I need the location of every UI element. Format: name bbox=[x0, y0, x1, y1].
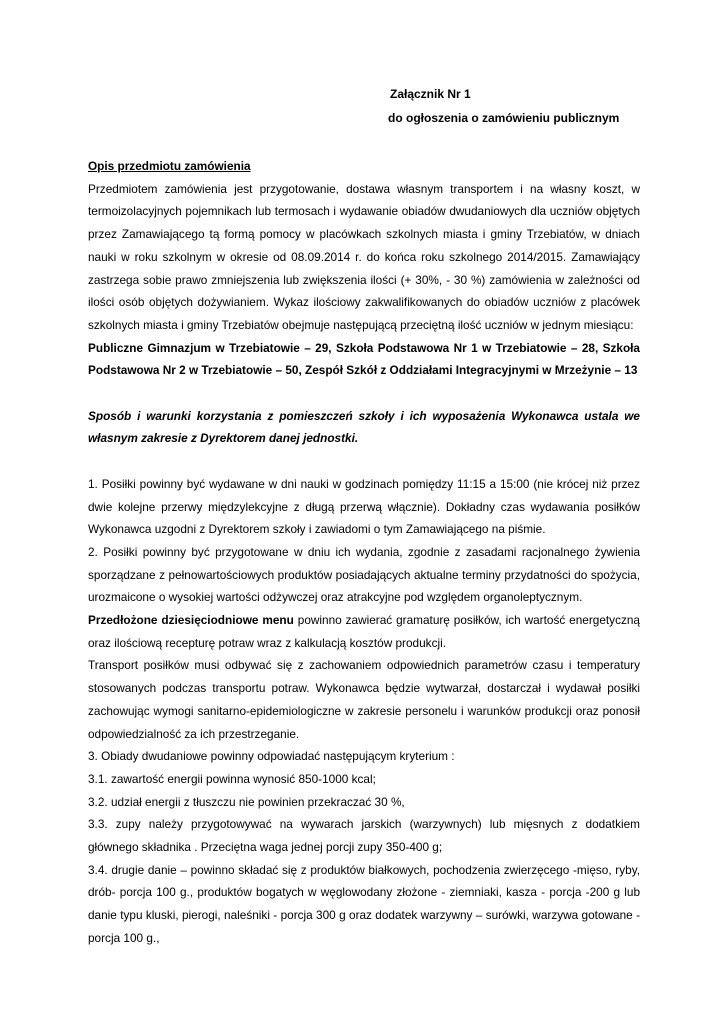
spacer bbox=[88, 450, 640, 473]
paragraph-3-4: 3.4. drugie danie – powinno składać się z produktów białkowych, pochodzenia zwierzęcego -mięso, ryby, drób- porcja 100 g., produktów bogatych w węglowodany złożone - ziemniaki, kasza - porcja -200 g lub danie typu kluski, pierogi, naleśniki - porcja 300 g oraz dodatek warzywny – surówki, warzywa gotowane - porcja 100 g., bbox=[88, 862, 640, 945]
schools-paragraph: Publiczne Gimnazjum w Trzebiatowie – 29, Szkoła Podstawowa Nr 1 w Trzebiatowie – 28, Szkoła Podstawowa Nr 2 w Trzebiatowie – 50, Zespół Szkół z Oddziałami Integracyjnymi w Mrzeżynie – 13 bbox=[88, 340, 640, 378]
paragraph-2: 2. Posiłki powinny być przygotowane w dniu ich wydania, zgodnie z zasadami racjonalnego żywienia sporządzane z pełnowartościowych produktów posiadających aktualne terminy przydatności do spożycia, urozmaicone o wysokiej wartości odżywczej oraz atrakcyjne pod względem organoleptycznym. bbox=[88, 544, 640, 605]
paragraph-3-2: 3.2. udział energii z tłuszczu nie powinien przekraczać 30 %, bbox=[88, 794, 405, 809]
menu-rest-text: powinno zawierać gramaturę posiłków, ich wartość energetyczną oraz ilościową recepturę potraw wraz z kalkulacją kosztów produkcji. bbox=[88, 613, 640, 650]
paragraph-1: 1. Posiłki powinny być wydawane w dni nauki w godzinach pomiędzy 11:15 a 15:00 (nie krócej niż przez dwie kolejne przerwy międzylekcyjne z długą przerwą włącznie). Dokładny czas wydawania posiłków Wykonawca uzgodni z Dyrektorem szkoły i zawiadomi o tym Zamawiającego na piśmie. bbox=[88, 476, 640, 537]
menu-paragraph bbox=[88, 609, 640, 654]
document-body bbox=[88, 155, 640, 950]
spacer bbox=[88, 382, 640, 405]
intro-paragraph: Przedmiotem zamówienia jest przygotowanie, dostawa własnym transportem i na własny koszt, w termoizolacyjnych pojemnikach lub termosach i wydawanie obiadów dwudaniowych dla uczniów objętych przez Zamawiającego tą formą pomocy w placówkach szkolnych miasta i gminy Trzebiatów, w dniach nauki w roku szkolnym w okresie od 08.09.2014 r. do końca roku szkolnego 2014/2015. Zamawiający zastrzega sobie prawo zmniejszenia lub zwiększenia ilości (+ 30%, - 30 %) zamówienia w zależności od ilości osób objętych dożywianiem. Wykaz ilościowy zakwalifikowanych do obiadów uczniów z placówek szkolnych miasta i gminy Trzebiatów obejmuje następującą przeciętną ilość uczniów w jednym miesiącu: bbox=[88, 181, 640, 332]
document-page bbox=[88, 0, 640, 1024]
section-title: Opis przedmiotu zamówienia bbox=[88, 159, 251, 173]
attachment-subtitle: do ogłoszenia o zamówieniu publicznym bbox=[388, 111, 620, 125]
paragraph-3-1: 3.1. zawartość energii powinna wynosić 850-1000 kcal; bbox=[88, 771, 376, 786]
attachment-number: Załącznik Nr 1 bbox=[390, 87, 471, 101]
paragraph-3: 3. Obiady dwudaniowe powinny odpowiadać następującym kryterium : bbox=[88, 749, 455, 764]
paragraph-3-3: 3.3. zupy należy przygotowywać na wywarach jarskich (warzywnych) lub mięsnych z dodatkiem głównego składnika . Przeciętna waga jednej porcji zupy 350-400 g; bbox=[88, 817, 640, 855]
menu-bold-text: Przedłożone dziesięciodniowe menu bbox=[88, 613, 294, 628]
transport-paragraph: Transport posiłków musi odbywać się z zachowaniem odpowiednich parametrów czasu i temperatury stosowanych podczas transportu potraw. Wykonawca będzie wytwarzał, dostarczał i wydawał posiłki zachowując wymogi sanitarno-epidemiologiczne w zakresie personelu i warunków produkcji oraz ponosił odpowiedzialność za ich przestrzeganie. bbox=[88, 658, 640, 741]
conditions-paragraph: Sposób i warunki korzystania z pomieszczeń szkoły i ich wyposażenia Wykonawca ustala we własnym zakresie z Dyrektorem danej jednostki. bbox=[88, 408, 640, 446]
